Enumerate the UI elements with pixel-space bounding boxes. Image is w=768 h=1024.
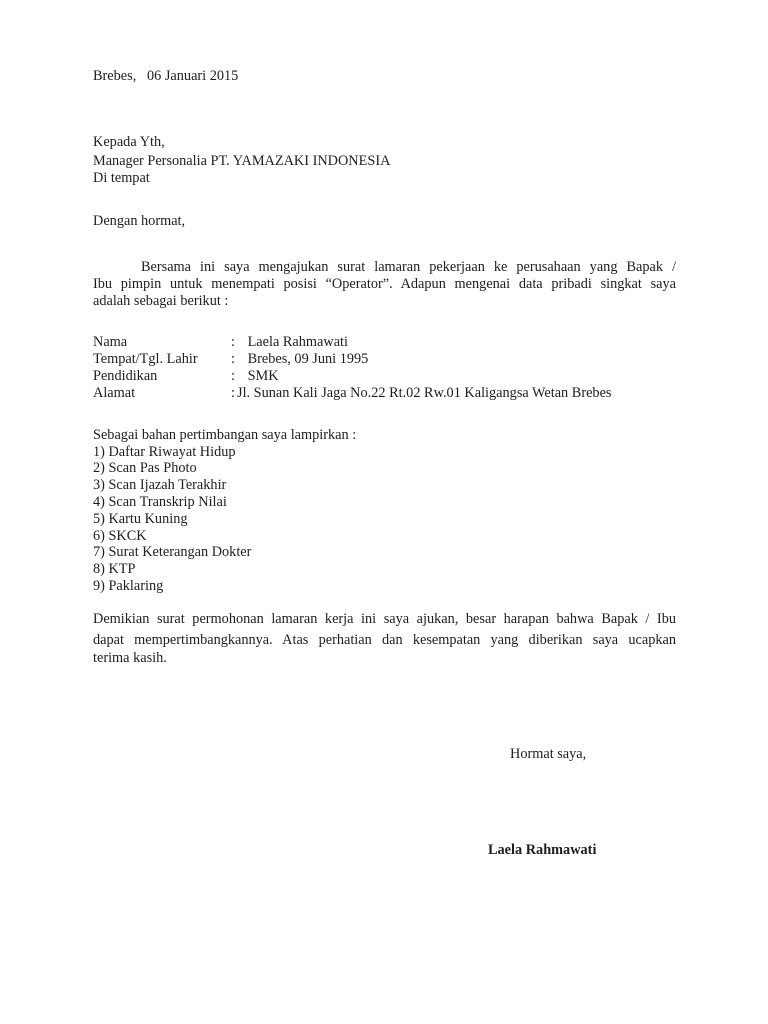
recipient-salutation: Kepada Yth, (93, 134, 165, 150)
personal-data-colon: : (231, 351, 235, 367)
recipient-position: Manager Personalia PT. YAMAZAKI INDONESIA (93, 153, 391, 169)
list-item: 1) Daftar Riwayat Hidup (93, 444, 236, 460)
personal-data-colon: : (231, 334, 235, 350)
closing-line-3: terima kasih. (93, 650, 167, 666)
personal-data-row (0, 385, 768, 402)
attachments-intro: Sebagai bahan pertimbangan saya lampirkan : (93, 427, 357, 443)
list-item: 8) KTP (93, 561, 136, 577)
sign-off: Hormat saya, (510, 746, 587, 762)
personal-data-row (0, 351, 768, 368)
list-item: 7) Surat Keterangan Dokter (93, 544, 252, 560)
intro-line-2: Ibu pimpin untuk menempati posisi “Operator”. Adapun mengenai data pribadi singkat saya (93, 276, 676, 292)
personal-data-colon: : (231, 368, 235, 384)
intro-line-3: adalah sebagai berikut : (93, 293, 229, 309)
closing-line-1: Demikian surat permohonan lamaran kerja ini saya ajukan, besar harapan bahwa Bapak / Ibu (93, 611, 676, 627)
personal-data-value: Laela Rahmawati (244, 334, 349, 350)
list-item: 2) Scan Pas Photo (93, 460, 197, 476)
personal-data-row (0, 368, 768, 385)
list-item: 9) Paklaring (93, 578, 164, 594)
letter-date: Brebes, 06 Januari 2015 (93, 68, 239, 84)
intro-line-1: Bersama ini saya mengajukan surat lamaran pekerjaan ke perusahaan yang Bapak / (141, 259, 676, 275)
list-item: 5) Kartu Kuning (93, 511, 188, 527)
list-item: 4) Scan Transkrip Nilai (93, 494, 227, 510)
personal-data-label: Tempat/Tgl. Lahir (93, 351, 198, 367)
closing-line-2: dapat mempertimbangkannya. Atas perhatian dan kesempatan yang diberikan saya ucapkan (93, 632, 676, 648)
list-item: 6) SKCK (93, 528, 147, 544)
personal-data-label: Nama (93, 334, 128, 350)
personal-data-value: Jl. Sunan Kali Jaga No.22 Rt.02 Rw.01 Kaligangsa Wetan Brebes (237, 385, 612, 401)
greeting: Dengan hormat, (93, 213, 186, 229)
personal-data-value: SMK (244, 368, 279, 384)
signer-name: Laela Rahmawati (488, 842, 597, 858)
personal-data-label: Pendidikan (93, 368, 158, 384)
personal-data-row (0, 334, 768, 351)
personal-data-colon: : (231, 385, 235, 401)
personal-data-label: Alamat (93, 385, 136, 401)
list-item: 3) Scan Ijazah Terakhir (93, 477, 227, 493)
personal-data-value: Brebes, 09 Juni 1995 (244, 351, 369, 367)
recipient-location: Di tempat (93, 170, 150, 186)
